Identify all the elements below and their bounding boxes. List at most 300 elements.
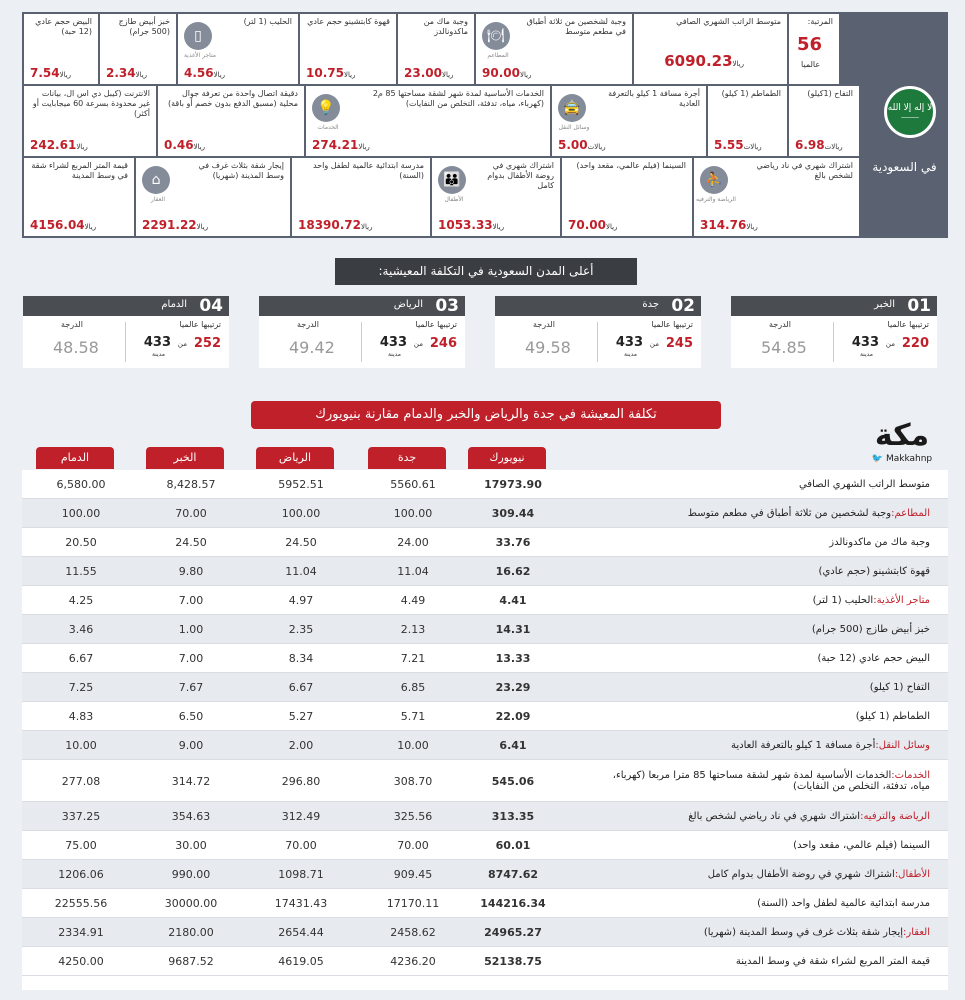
- row-value: 2.35: [288, 623, 314, 636]
- row-value: 60.01: [495, 839, 531, 852]
- cell-value: [30, 218, 99, 232]
- cell-value: [404, 66, 456, 80]
- row-category: الخدمات:: [891, 770, 930, 781]
- row-value: 22.09: [495, 710, 531, 723]
- row-label: [600, 760, 930, 802]
- cell-bread: [100, 14, 176, 84]
- row-value: 309.44: [491, 507, 535, 520]
- row-value: 13.33: [495, 652, 531, 665]
- cell-number: 6.98: [795, 138, 825, 152]
- cell-tomato: [708, 86, 787, 156]
- score-label: الدرجة: [297, 320, 319, 329]
- row-category: العقار:: [903, 927, 930, 938]
- logo-text: مكة: [874, 418, 930, 453]
- row-value: 10.00: [65, 739, 97, 752]
- flag-inscription: لا إله إلا الله: [887, 103, 933, 113]
- row-value: 277.08: [61, 774, 101, 788]
- milk-icon: ▯: [184, 22, 212, 50]
- cell-cappuccino: [300, 14, 396, 84]
- row-label: [600, 702, 930, 731]
- cell-title: الانترنت (كيبل دي اس ال، بيانات غير محدودة بسرعة 60 ميجابايت أو أكثر): [32, 89, 150, 118]
- score-label: الدرجة: [769, 320, 791, 329]
- cell-number: 70.00: [568, 218, 606, 232]
- rank-label: ترتيبها عالميا: [179, 320, 221, 329]
- row-value: 17170.11: [386, 897, 440, 910]
- row-label: [600, 528, 930, 557]
- row-item: اشتراك شهري في روضة الأطفال بدوام كامل: [707, 869, 895, 880]
- table-row: [22, 702, 948, 731]
- row-value: 10.00: [397, 739, 429, 752]
- row-value: 3.46: [68, 623, 94, 636]
- row-value: 4.41: [499, 594, 527, 607]
- row-value: 24965.27: [484, 926, 542, 939]
- row-item: وجبة ماك من ماكدونالدز: [829, 537, 930, 548]
- twitter-handle: [852, 454, 952, 464]
- row-value: 6.50: [178, 710, 204, 723]
- rank-label: ترتيبها عالميا: [887, 320, 929, 329]
- row-value: 100.00: [393, 507, 433, 520]
- row-value: 1.00: [178, 623, 204, 636]
- row-item: أجرة مسافة 1 كيلو بالتعرفة العادية: [730, 740, 876, 751]
- row-value: 2.13: [400, 623, 426, 636]
- icon-label: وسائل النقل: [558, 124, 590, 131]
- row-value: 9.00: [178, 739, 204, 752]
- row-value: 9687.52: [168, 955, 214, 968]
- of-word: من: [177, 340, 187, 348]
- sword-icon: ⸺: [900, 110, 920, 123]
- city-card-1: [495, 296, 701, 368]
- meal-icon: 🍽: [482, 22, 510, 50]
- cell-title: قيمة المتر المربع لشراء شقة في وسط المدينة: [31, 161, 128, 180]
- cell-number: 4.56: [184, 66, 214, 80]
- cell-title: وجبة لشخصين من ثلاثة أطباق في مطعم متوسط: [526, 17, 626, 36]
- table-row: [22, 673, 948, 702]
- row-value: 8.34: [288, 652, 314, 665]
- city-number: 04: [199, 296, 223, 316]
- row-label: [600, 831, 930, 860]
- row-value: 9.80: [178, 565, 204, 578]
- row-label: [600, 731, 930, 760]
- table-row: [22, 586, 948, 615]
- icon-label: الخدمات: [317, 124, 339, 131]
- city-rank: 220: [901, 336, 929, 351]
- rank-label: ترتيبها عالميا: [415, 320, 457, 329]
- row-value: 4.83: [68, 710, 94, 723]
- table-row: [22, 615, 948, 644]
- divider: [597, 322, 598, 362]
- city-bar: [259, 296, 465, 316]
- city-score: 49.42: [289, 338, 335, 357]
- total-cities: 433: [851, 335, 879, 350]
- row-label-text: [600, 869, 930, 880]
- row-value: 337.25: [61, 810, 101, 823]
- icon-label: الرياضة والترفيه: [696, 196, 736, 203]
- row-value: 909.45: [393, 868, 433, 881]
- icon-label: المطاعم: [487, 52, 509, 59]
- city-word: مدينة: [859, 351, 873, 358]
- cell-title: الحليب (1 لتر): [243, 17, 292, 26]
- row-value: 144216.34: [480, 897, 546, 910]
- row-label-text: [600, 537, 930, 548]
- row-value: 4250.00: [58, 955, 104, 968]
- row-value: 70.00: [397, 839, 429, 852]
- row-value: 7.21: [400, 652, 426, 665]
- cell-number: 4156.04: [30, 218, 85, 232]
- row-label: [600, 586, 930, 615]
- cell-unit: ريالا: [605, 223, 618, 231]
- row-value: 4236.20: [390, 955, 436, 968]
- table-row: [22, 528, 948, 557]
- city-name: الرياض: [393, 299, 423, 310]
- cell-title: الخدمات الأساسية لمدة شهر لشقة مساحتها 85 م2 (كهرباء، مياه، تدفئة، التخلص من النفايات): [372, 89, 544, 108]
- row-value: 4.25: [68, 594, 94, 607]
- cell-unit: ريالا: [361, 223, 373, 231]
- row-item: السينما (فيلم عالمي، مقعد واحد): [793, 840, 930, 851]
- row-value: 24.50: [285, 536, 317, 549]
- cell-title: اشتراك شهري في روضة الأطفال بدوام كامل: [487, 161, 554, 190]
- total-cities: 433: [143, 335, 171, 350]
- cell-title: المرتبة:: [807, 17, 833, 26]
- cell-unit: ريالات: [587, 143, 606, 151]
- city-score: 49.58: [525, 338, 571, 357]
- side-label: في السعودية: [872, 160, 937, 174]
- row-label-text: [600, 811, 930, 822]
- row-value: 14.31: [495, 623, 531, 636]
- row-label: [600, 918, 930, 947]
- cell-value: [106, 66, 150, 80]
- cell-mobile: [158, 86, 304, 156]
- score-label: الدرجة: [61, 320, 83, 329]
- cell-title: دقيقة اتصال واحدة من تعرفة جوال محلية (مسبق الدفع بدون خصم أو باقة): [168, 89, 298, 108]
- cell-value: [142, 218, 211, 232]
- row-value: 30000.00: [164, 897, 218, 910]
- cell-unit: ريالا: [59, 71, 72, 79]
- row-value: 313.35: [491, 810, 535, 823]
- cell-title: الطماطم (1 كيلو): [721, 89, 781, 98]
- cell-unit: ريالات: [824, 143, 843, 151]
- row-category: وسائل النقل:: [875, 740, 930, 751]
- row-item: متوسط الراتب الشهري الصافي: [798, 479, 930, 490]
- cell-number: 2.34: [106, 66, 136, 80]
- city-name: جدة: [642, 299, 659, 310]
- saudi-side-panel: [861, 12, 948, 238]
- of-word: من: [885, 340, 895, 348]
- table-row: [22, 731, 948, 760]
- twitter-name: Makkahnp: [885, 454, 933, 464]
- row-value: 545.06: [491, 774, 535, 788]
- cell-title: وجبة ماك من ماكدونالدز: [423, 17, 468, 36]
- cell-number: 274.21: [312, 138, 359, 152]
- row-value: 7.00: [178, 594, 204, 607]
- comparison-title: تكلفة المعيشة في جدة والرياض والخبر والدمام مقارنة بنيويورك: [251, 401, 721, 429]
- score-label: الدرجة: [533, 320, 555, 329]
- cell-title: قهوة كابتشينو حجم عادي: [307, 17, 390, 26]
- row-value: 5952.51: [278, 478, 324, 491]
- row-item: إيجار شقة بثلاث غرف في وسط المدينة (شهريا): [703, 927, 904, 938]
- row-label-text: [600, 624, 930, 635]
- table-row: [22, 918, 948, 947]
- city-rank: 246: [429, 336, 457, 351]
- row-value: 11.04: [397, 565, 429, 578]
- cell-unit: ريالا: [196, 223, 209, 231]
- cell-number: 7.54: [30, 66, 60, 80]
- cell-value: [184, 66, 228, 80]
- makkah-logo: [852, 418, 952, 468]
- cell-value: [438, 218, 507, 232]
- row-value: 22555.56: [54, 897, 108, 910]
- row-label-text: [600, 927, 930, 938]
- taxi-icon: 🚖: [558, 94, 586, 122]
- cell-number: 314.76: [700, 218, 747, 232]
- row-label: [600, 499, 930, 528]
- row-label: [600, 557, 930, 586]
- cell-title: أجرة مسافة 1 كيلو بالتعرفة العادية: [608, 89, 700, 108]
- table-row: [22, 760, 948, 802]
- row-item: مدرسة ابتدائية عالمية لطفل واحد (السنة): [757, 898, 930, 909]
- cell-number: 5.00: [558, 138, 588, 152]
- cell-number: 10.75: [306, 66, 344, 80]
- cell-unit: ريالا: [358, 143, 370, 151]
- row-value: 6.67: [288, 681, 314, 694]
- row-value: 5560.61: [390, 478, 436, 491]
- row-value: 314.72: [171, 774, 211, 788]
- cell-value: [298, 218, 375, 232]
- icon-label: العقار: [150, 196, 166, 203]
- cell-unit: ريالا: [441, 71, 454, 79]
- saudi-flag-icon: [884, 86, 936, 138]
- column-header: الرياض: [256, 447, 334, 469]
- column-header: الخبر: [146, 447, 224, 469]
- cell-number: 242.61: [30, 138, 77, 152]
- row-category: الأطفال:: [894, 869, 930, 880]
- cell-value: [312, 138, 373, 152]
- utilities-icon: 💡: [312, 94, 340, 122]
- cell-apples: [789, 86, 859, 156]
- cell-title: إيجار شقة بثلاث غرف في وسط المدينة (شهريا): [198, 161, 284, 180]
- row-value: 6.41: [499, 739, 527, 752]
- cell-sqm: [24, 158, 134, 236]
- row-label-text: [600, 898, 930, 909]
- row-value: 296.80: [281, 774, 321, 788]
- row-label-text: [600, 740, 930, 751]
- table-row: [22, 831, 948, 860]
- cell-taxi: [552, 86, 706, 156]
- cell-number: 90.00: [482, 66, 520, 80]
- row-value: 4619.05: [278, 955, 324, 968]
- cell-unit: ريالا: [84, 223, 97, 231]
- row-value: 30.00: [175, 839, 207, 852]
- row-value: 2334.91: [58, 926, 104, 939]
- cell-title: اشتراك شهري في ناد رياضي لشخص بالغ: [756, 161, 853, 180]
- twitter-icon: 🐦: [871, 454, 884, 464]
- cell-number: 6090.23: [664, 52, 733, 70]
- city-rank: 245: [665, 336, 693, 351]
- divider: [361, 322, 362, 362]
- row-value: 20.50: [65, 536, 97, 549]
- of-word: من: [413, 340, 423, 348]
- gym-icon: ⛹: [700, 166, 728, 194]
- divider: [833, 322, 834, 362]
- row-label: [600, 673, 930, 702]
- cell-unit: ريالات: [743, 143, 762, 151]
- row-label-text: [600, 653, 930, 664]
- row-item: الحليب (1 لتر): [812, 595, 874, 606]
- row-item: خبز أبيض طازج (500 جرام): [811, 624, 930, 635]
- rent-icon: ⌂: [142, 166, 170, 194]
- cities-header: أعلى المدن السعودية في التكلفة المعيشية:: [335, 258, 637, 285]
- row-value: 17973.90: [484, 478, 542, 491]
- cell-value: [30, 138, 91, 152]
- row-category: الرياضة والترفيه:: [860, 811, 930, 822]
- cell-value: [306, 66, 358, 80]
- cell-value: [568, 218, 620, 232]
- row-label-text: [600, 566, 930, 577]
- city-name: الدمام: [161, 299, 187, 310]
- table-row: [22, 802, 948, 831]
- rank-value: 56: [797, 34, 823, 55]
- row-value: 4.97: [288, 594, 314, 607]
- column-header: جدة: [368, 447, 446, 469]
- cell-number: 18390.72: [298, 218, 362, 232]
- row-label-text: [600, 956, 930, 967]
- table-row: [22, 860, 948, 889]
- cell-milk: [178, 14, 298, 84]
- row-item: الخدمات الأساسية لمدة شهر لشقة مساحتها 85 مترا مربعا (كهرباء، مياه، تدفئة، التخلص من النفايات): [612, 770, 930, 792]
- cell-number: 2291.22: [142, 218, 197, 232]
- row-value: 52138.75: [484, 955, 542, 968]
- cell-value: [558, 138, 609, 152]
- cell-meal: [476, 14, 632, 84]
- row-label: [600, 615, 930, 644]
- row-value: 33.76: [495, 536, 531, 549]
- row-value: 2458.62: [390, 926, 436, 939]
- city-word: مدينة: [387, 351, 401, 358]
- row-item: الطماطم (1 كيلو): [855, 711, 930, 722]
- cell-kindergarten: [432, 158, 560, 236]
- row-value: 75.00: [65, 839, 97, 852]
- cell-unit: ريالا: [746, 223, 758, 231]
- row-label-text: [600, 595, 930, 606]
- row-value: 7.67: [178, 681, 204, 694]
- cell-unit: ريالا: [343, 71, 356, 79]
- row-value: 8,428.57: [166, 478, 216, 491]
- of-word: من: [649, 340, 659, 348]
- row-value: 70.00: [175, 507, 207, 520]
- icon-label: الأطفال: [444, 196, 464, 203]
- table-row: [22, 947, 948, 976]
- row-value: 308.70: [393, 774, 433, 788]
- row-category: المطاعم:: [891, 508, 930, 519]
- row-value: 70.00: [285, 839, 317, 852]
- row-value: 5.71: [400, 710, 426, 723]
- cell-value: [482, 66, 534, 80]
- row-value: 16.62: [495, 565, 531, 578]
- row-value: 2654.44: [278, 926, 324, 939]
- row-category: متاجر الأغذية:: [873, 595, 930, 606]
- cell-school: [292, 158, 430, 236]
- row-value: 23.29: [495, 681, 531, 694]
- divider: [125, 322, 126, 362]
- city-bar: [731, 296, 937, 316]
- row-item: البيض حجم عادي (12 حبة): [817, 653, 930, 664]
- row-value: 8747.62: [487, 868, 539, 881]
- row-label-text: [600, 770, 930, 792]
- city-number: 01: [907, 296, 931, 316]
- city-number: 02: [671, 296, 695, 316]
- rank-label: ترتيبها عالميا: [651, 320, 693, 329]
- comparison-table: [22, 470, 948, 990]
- cell-gym: [694, 158, 859, 236]
- cell-number: 0.46: [164, 138, 194, 152]
- row-value: 6.67: [68, 652, 94, 665]
- cell-number: 5.55: [714, 138, 744, 152]
- row-value: 17431.43: [274, 897, 328, 910]
- column-header: نيويورك: [468, 447, 546, 469]
- cell-mcmeal: [398, 14, 474, 84]
- cell-value: [700, 218, 761, 232]
- total-cities: 433: [379, 335, 407, 350]
- cell-unit: ريالا: [492, 223, 505, 231]
- row-value: 7.00: [178, 652, 204, 665]
- row-label: [600, 860, 930, 889]
- column-header: الدمام: [36, 447, 114, 469]
- cell-rent: [136, 158, 290, 236]
- cell-unit: ريالا: [76, 143, 88, 151]
- row-value: 1206.06: [58, 868, 104, 881]
- table-row: [22, 644, 948, 673]
- row-value: 11.04: [285, 565, 317, 578]
- icon-label: متاجر الأغذية: [183, 52, 217, 59]
- row-value: 6.85: [400, 681, 426, 694]
- cell-title: البيض حجم عادي (12 حبة): [35, 17, 92, 36]
- row-label: [600, 947, 930, 976]
- row-item: التفاح (1 كيلو): [869, 682, 930, 693]
- cell-unit: ريالا: [193, 143, 206, 151]
- row-item: وجبة لشخصين من ثلاثة أطباق في مطعم متوسط: [687, 508, 892, 519]
- city-card-0: [731, 296, 937, 368]
- row-value: 312.49: [281, 810, 321, 823]
- row-value: 100.00: [61, 507, 101, 520]
- row-item: قهوة كابتشينو (حجم عادي): [818, 566, 930, 577]
- table-row: [22, 889, 948, 918]
- city-rank: 252: [193, 336, 221, 351]
- row-label-text: [600, 840, 930, 851]
- city-card-2: [259, 296, 465, 368]
- cell-number: 23.00: [404, 66, 442, 80]
- cell-unit: ريالا: [732, 60, 744, 68]
- row-value: 6,580.00: [56, 478, 106, 491]
- row-label-text: [600, 711, 930, 722]
- row-item: قيمة المتر المربع لشراء شقة في وسط المدينة: [735, 956, 930, 967]
- saudi-summary-panel: [22, 12, 948, 238]
- row-label: [600, 802, 930, 831]
- cell-internet: [24, 86, 156, 156]
- cell-unit: ريالا: [213, 71, 226, 79]
- city-number: 03: [435, 296, 459, 316]
- row-value: 24.00: [397, 536, 429, 549]
- cell-value: [30, 66, 74, 80]
- total-cities: 433: [615, 335, 643, 350]
- table-row: [22, 557, 948, 586]
- row-value: 325.56: [393, 810, 433, 823]
- city-card-3: [23, 296, 229, 368]
- cell-eggs: [24, 14, 98, 84]
- city-word: مدينة: [623, 351, 637, 358]
- row-value: 5.27: [288, 710, 314, 723]
- city-bar: [495, 296, 701, 316]
- table-row: [22, 499, 948, 528]
- row-label: [600, 644, 930, 673]
